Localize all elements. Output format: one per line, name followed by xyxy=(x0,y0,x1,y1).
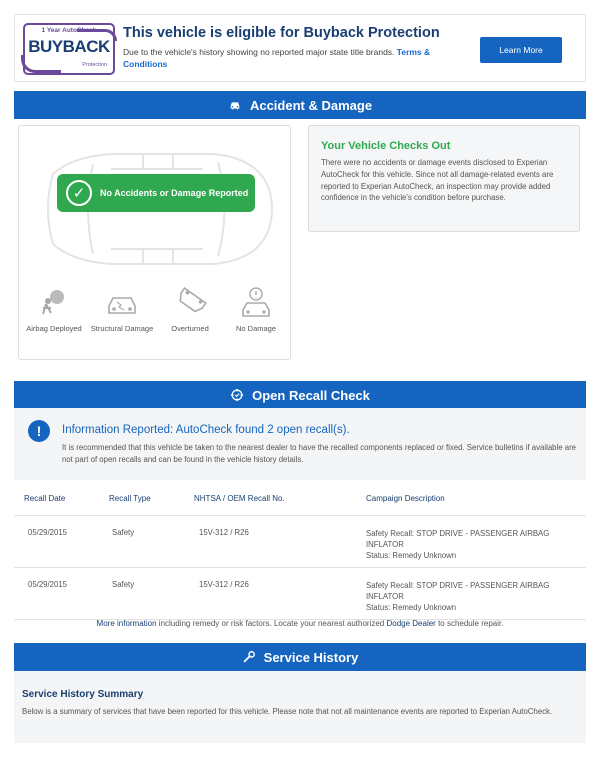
wrench-icon xyxy=(242,650,256,664)
damage-summary-panel xyxy=(18,125,291,360)
recall-info-panel xyxy=(14,408,586,480)
damage-item-airbag xyxy=(21,286,87,333)
campaign-text: Safety Recall: STOP DRIVE - PASSENGER AIRBAG INFLATOR xyxy=(366,529,550,549)
logo-bottom-text: Protection xyxy=(82,62,107,68)
damage-item-label: Airbag Deployed xyxy=(26,324,82,333)
damage-item-overturned xyxy=(157,286,223,333)
campaign-status: Status: Remedy Unknown xyxy=(366,603,457,612)
recall-info-description: It is recommended that this vehicle be taken to the nearest dealer to have the recalled components replaced or fixed. Service bulletins if available are not part of open recalls and can be found in the vehicle history details. xyxy=(62,443,577,464)
checks-description: There were no accidents or damage events disclosed to Experian AutoCheck for this vehicle. Since not all damage-related events are reported to Experian AutoCheck, an inspection may provide added confidence in the vehicle's condition before purchase. xyxy=(321,158,554,203)
recall-more-info xyxy=(0,619,600,628)
service-summary-panel xyxy=(14,671,586,743)
recall-gear-icon xyxy=(230,388,244,402)
logo-top-text: 1 Year AutoCheck xyxy=(41,27,97,34)
recall-date: 05/29/2015 xyxy=(28,580,68,589)
recall-number: 15V-312 / R26 xyxy=(199,528,249,537)
no-damage-badge-label: No Accidents or Damage Reported xyxy=(100,188,249,198)
structural-damage-icon xyxy=(105,286,139,320)
buyback-description xyxy=(123,46,463,70)
col-recall-date: Recall Date xyxy=(24,494,66,503)
service-summary-title: Service History Summary xyxy=(22,689,144,700)
recall-header-title: Open Recall Check xyxy=(252,387,370,403)
recall-section-header xyxy=(14,381,586,409)
recall-type: Safety xyxy=(112,528,135,537)
more-information-link[interactable]: More information xyxy=(96,619,157,628)
accident-section-header xyxy=(14,91,586,119)
campaign-status: Status: Remedy Unknown xyxy=(366,551,457,560)
buyback-title: This vehicle is eligible for Buyback Protection xyxy=(123,25,440,41)
buyback-banner xyxy=(14,14,586,82)
recall-date: 05/29/2015 xyxy=(28,528,68,537)
checks-title: Your Vehicle Checks Out xyxy=(321,140,451,152)
more-info-text-end: to schedule repair. xyxy=(435,619,504,628)
service-summary-description: Below is a summary of services that have been reported for this vehicle. Please note that not all maintenance events are reported to Experian AutoCheck. xyxy=(22,707,553,716)
airbag-icon xyxy=(37,286,71,320)
damage-item-label: Overturned xyxy=(171,324,209,333)
campaign-description xyxy=(366,580,576,613)
col-recall-type: Recall Type xyxy=(109,494,151,503)
table-row xyxy=(14,516,586,568)
car-crash-icon xyxy=(228,98,242,112)
campaign-description xyxy=(366,528,576,561)
logo-main-text: BUYBACK xyxy=(28,37,110,56)
recall-number: 15V-312 / R26 xyxy=(199,580,249,589)
damage-item-label: Structural Damage xyxy=(90,324,154,333)
checkmark-icon: ✓ xyxy=(66,180,92,206)
col-recall-number: NHTSA / OEM Recall No. xyxy=(194,494,285,503)
service-header-title: Service History xyxy=(263,649,359,665)
buyback-desc-text: Due to the vehicle's history showing no reported major state title brands. xyxy=(123,47,395,57)
recall-info-title: Information Reported: AutoCheck found 2 open recall(s). xyxy=(62,424,350,436)
damage-type-icons xyxy=(19,286,292,356)
table-row xyxy=(14,568,586,620)
vehicle-checks-panel xyxy=(308,125,580,232)
overturned-car-icon xyxy=(173,286,207,320)
accident-header-title: Accident & Damage xyxy=(249,97,373,113)
terms-link[interactable]: Terms & Conditions xyxy=(123,47,431,69)
recall-type: Safety xyxy=(112,580,135,589)
recall-table-header xyxy=(14,480,586,516)
buyback-logo xyxy=(23,23,115,75)
no-damage-badge xyxy=(57,174,255,212)
campaign-text: Safety Recall: STOP DRIVE - PASSENGER AIRBAG INFLATOR xyxy=(366,581,550,601)
damage-item-none xyxy=(223,286,289,333)
learn-more-button[interactable]: Learn More xyxy=(480,37,562,63)
service-section-header xyxy=(14,643,586,671)
col-campaign-description: Campaign Description xyxy=(366,494,445,503)
damage-item-structural xyxy=(89,286,155,333)
dealer-link[interactable]: Dodge Dealer xyxy=(386,619,436,628)
no-damage-car-icon xyxy=(239,286,273,320)
damage-item-label: No Damage xyxy=(235,324,277,333)
logo-swoosh-bottom xyxy=(21,55,61,73)
info-exclamation-icon: ! xyxy=(28,420,50,442)
more-info-text: including remedy or risk factors. Locate your nearest authorized xyxy=(156,619,387,628)
